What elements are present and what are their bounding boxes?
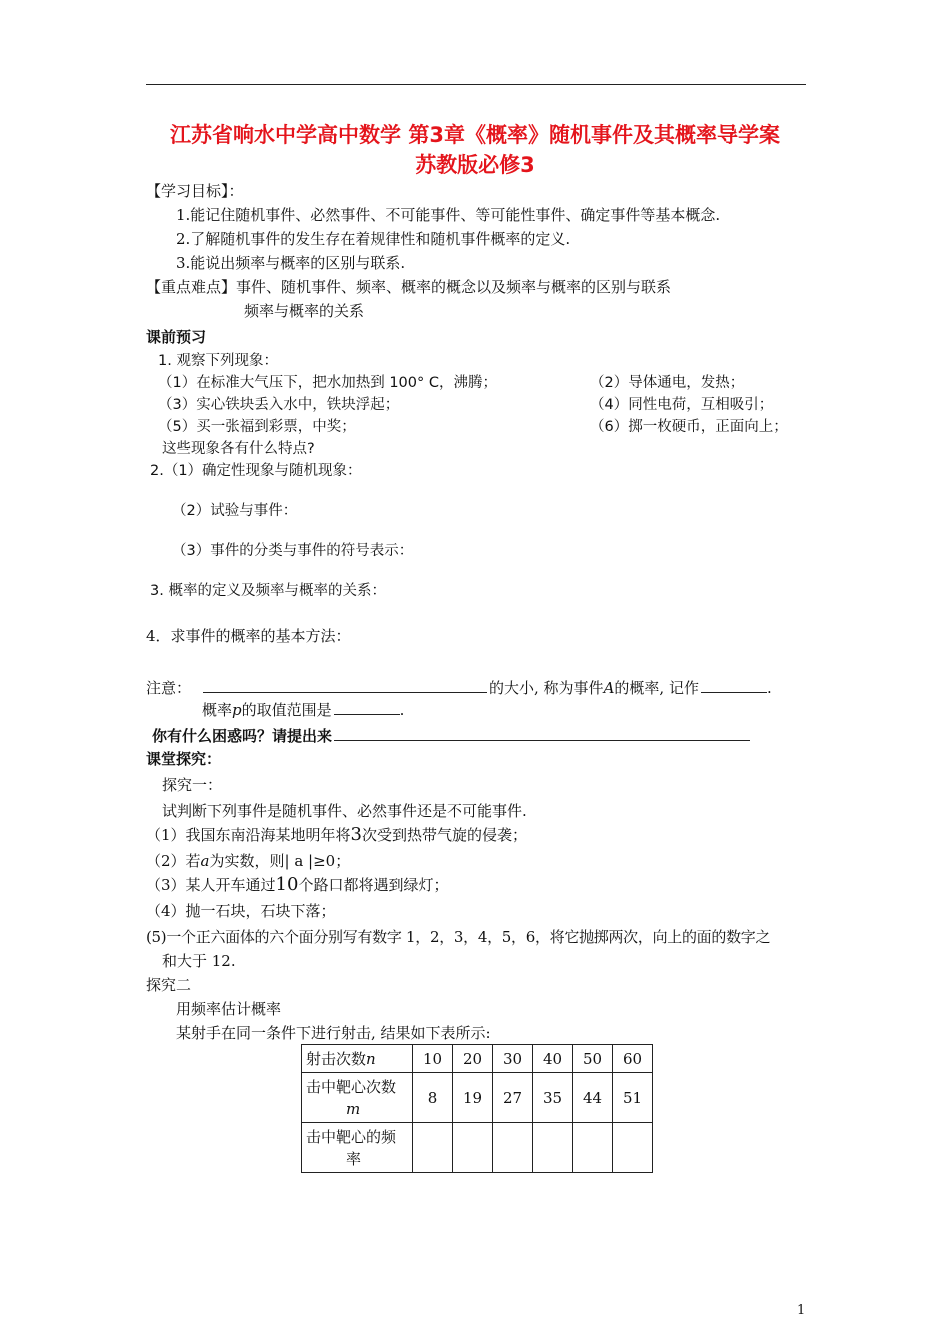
phenomenon-left: （5）买一张福到彩票，中奖； [158, 419, 356, 435]
item-number: 3 [350, 824, 362, 845]
item-text: （3）某人开车通过 [146, 876, 276, 894]
phenomenon-left: （1）在标准大气压下，把水加热到 100° C，沸腾； [158, 375, 497, 391]
cell-label: 击中靶心的频 [306, 1127, 397, 1146]
answer-blank[interactable] [334, 698, 400, 715]
preview-q1: 1. 观察下列现象： [158, 353, 278, 369]
explore2-subtitle: 用频率估计概率 [176, 1000, 282, 1018]
table-cell: 60 [613, 1045, 653, 1073]
explore1-item [146, 875, 448, 895]
table-cell: 50 [573, 1045, 613, 1073]
answer-blank[interactable] [701, 676, 767, 693]
explore1-heading: 探究一： [162, 776, 223, 794]
explore1-item-cont: 和大于 12. [162, 952, 236, 970]
shooting-table [301, 1044, 653, 1173]
note-line2-mid: 的取值范围是 [241, 701, 332, 719]
objective-item: 3.能说出频率与概率的区别与联系. [176, 254, 406, 272]
cell-label: 射击次数 [306, 1049, 367, 1068]
preview-q3: 3. 概率的定义及频率与概率的关系： [150, 583, 386, 599]
event-symbol: A [603, 679, 615, 697]
table-cell: 51 [613, 1073, 653, 1123]
item-text: （2）若 [146, 852, 201, 870]
table-cell: 8 [413, 1073, 453, 1123]
phenomenon-right: （2）导体通电，发热； [590, 375, 745, 391]
preview-q4: 4．求事件的概率的基本方法： [146, 627, 351, 645]
explore1-item [146, 851, 350, 871]
objective-item: 1.能记住随机事件、必然事件、不可能事件、等可能性事件、确定事件等基本概念. [176, 206, 721, 224]
objective-item: 2.了解随机事件的发生存在着规律性和随机事件概率的定义. [176, 230, 571, 248]
table-header-shots [302, 1045, 413, 1073]
note-line2-start: 概率 [202, 701, 233, 719]
doubt-line [152, 724, 750, 746]
note-label: 注意： [146, 679, 192, 697]
note-text: 的大小, 称为事件 [489, 679, 604, 697]
answer-blank[interactable] [203, 676, 487, 693]
phenomenon-right: （4）同性电荷，互相吸引； [590, 397, 774, 413]
preview-q2-3: （3）事件的分类与事件的符号表示： [172, 543, 414, 559]
item-text: 次受到热带气旋的侵袭； [362, 826, 528, 844]
table-header-hits [302, 1073, 413, 1123]
table-row [302, 1045, 653, 1073]
table-empty-cell[interactable] [573, 1123, 613, 1173]
explore2-heading: 探究二 [146, 976, 192, 994]
note-end: . [766, 679, 772, 697]
explore1-instruction: 试判断下列事件是随机事件、必然事件还是不可能事件. [162, 802, 527, 820]
keypoints-line1 [146, 277, 671, 297]
table-empty-cell[interactable] [453, 1123, 493, 1173]
explore1-item: （4）抛一石块，石块下落； [146, 902, 336, 920]
table-cell: 40 [533, 1045, 573, 1073]
page-number: 1 [797, 1303, 806, 1318]
header-rule [146, 84, 806, 85]
table-cell: 35 [533, 1073, 573, 1123]
keypoints-label: 【重点难点】 [146, 278, 237, 296]
table-cell: 10 [413, 1045, 453, 1073]
item-text: （1）我国东南沿海某地明年将 [146, 826, 351, 844]
item-text: 为实数，则 [209, 852, 285, 870]
doubt-answer-blank[interactable] [334, 724, 750, 741]
explore1-item: (5)一个正六面体的六个面分别写有数字 1，2，3，4，5，6，将它抛掷两次，向上的面的数字之 [146, 928, 771, 946]
table-row [302, 1123, 653, 1173]
table-cell: 19 [453, 1073, 493, 1123]
table-cell: 20 [453, 1045, 493, 1073]
preview-q2-1: 2.（1）确定性现象与随机现象： [150, 463, 362, 479]
keypoints-text: 事件、随机事件、频率、概率的概念以及频率与概率的区别与联系 [236, 278, 672, 296]
cell-var: m [346, 1099, 361, 1118]
note-line2-end: . [399, 701, 405, 719]
table-row [302, 1073, 653, 1123]
note-line2 [202, 698, 404, 720]
table-empty-cell[interactable] [533, 1123, 573, 1173]
note-line1 [146, 676, 772, 698]
table-empty-cell[interactable] [613, 1123, 653, 1173]
item-number: 10 [275, 874, 299, 895]
table-empty-cell[interactable] [493, 1123, 533, 1173]
table-cell: 27 [493, 1073, 533, 1123]
classroom-heading: 课堂探究： [146, 750, 222, 768]
cell-label: 击中靶心次数 [306, 1077, 397, 1096]
phenomenon-right: （6）掷一枚硬币，正面向上； [590, 419, 788, 435]
cell-label: 率 [346, 1149, 362, 1168]
doc-title-line1: 江苏省响水中学高中数学 第3章《概率》随机事件及其概率导学案 [170, 123, 780, 147]
explore1-item [146, 825, 527, 845]
doubt-prompt: 你有什么困惑吗？请提出来 [152, 727, 333, 745]
preview-heading: 课前预习 [146, 328, 207, 346]
p-symbol: p [232, 701, 242, 719]
table-cell: 30 [493, 1045, 533, 1073]
cell-var: n [366, 1049, 376, 1068]
table-header-frequency [302, 1123, 413, 1173]
table-cell: 44 [573, 1073, 613, 1123]
item-var: a [200, 852, 210, 870]
keypoints-line2: 频率与概率的关系 [244, 302, 365, 320]
item-text: 个路口都将遇到绿灯； [298, 876, 449, 894]
note-text-tail: 的概率, 记作 [614, 679, 699, 697]
table-intro: 某射手在同一条件下进行射击, 结果如下表所示: [176, 1024, 491, 1042]
objectives-heading: 【学习目标】： [146, 182, 244, 200]
doc-title-line2: 苏教版必修3 [415, 153, 535, 177]
phenomenon-left: （3）实心铁块丢入水中，铁块浮起； [158, 397, 400, 413]
preview-q2-2: （2）试验与事件： [172, 503, 298, 519]
preview-q1-question: 这些现象各有什么特点? [162, 441, 315, 457]
item-text: ； [335, 852, 351, 870]
table-empty-cell[interactable] [413, 1123, 453, 1173]
item-expression: | a |≥0 [284, 852, 336, 870]
